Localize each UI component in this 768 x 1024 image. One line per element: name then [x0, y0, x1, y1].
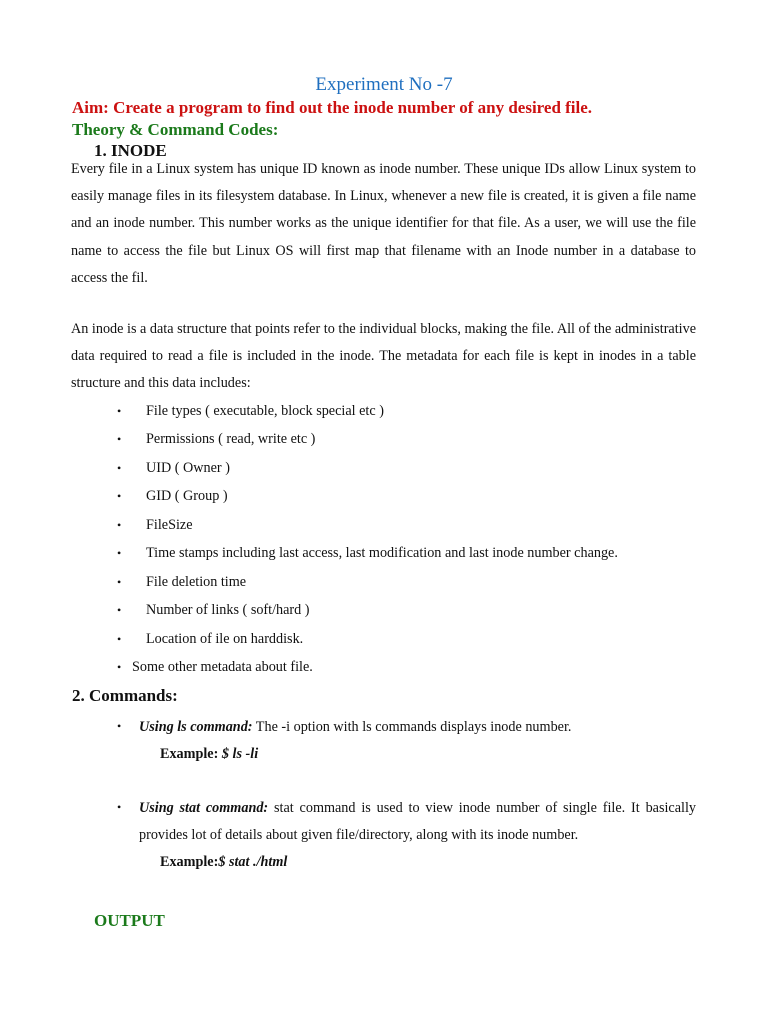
- output-heading: OUTPUT: [94, 911, 165, 930]
- section-inode-heading: 1. INODE: [94, 141, 167, 160]
- command-item-stat: [139, 795, 696, 849]
- list-item-text: Some other metadata about file.: [132, 659, 313, 675]
- command-description: The -i option with ls commands displays inode number.: [252, 719, 572, 735]
- page-title: Experiment No -7: [315, 74, 453, 95]
- bullet-icon: •: [117, 632, 122, 646]
- example-label: Example:: [160, 854, 219, 870]
- list-item-text: Number of links ( soft/hard ): [146, 602, 310, 618]
- bullet-icon: •: [117, 660, 122, 674]
- bullet-icon: •: [117, 603, 122, 617]
- bullet-icon: •: [117, 489, 122, 503]
- bullet-icon: •: [117, 575, 122, 589]
- paragraph-inode-intro: Every file in a Linux system has unique ID known as inode number. These unique IDs allow Linux system to easily manage files in its filesystem database. In Linux, whenever a new file is created, it is given a file name and an inode number. This number works as the unique identifier for that file. As a user, we will use the file name to access the file but Linux OS will first map that filename with an Inode number in a database to access the fil.: [71, 161, 696, 286]
- command-name: Using ls command:: [139, 719, 253, 735]
- list-item-text: File types ( executable, block special etc ): [146, 403, 384, 419]
- section-commands-heading: 2. Commands:: [72, 686, 178, 705]
- command-item-ls: [139, 714, 696, 741]
- theory-heading: Theory & Command Codes:: [72, 120, 279, 139]
- paragraph-inode-structure: An inode is a data structure that points refer to the individual blocks, making the file. All of the administrative data required to read a file is included in the inode. The metadata for each file is kept in inodes in a table structure and this data includes:: [71, 321, 696, 392]
- bullet-icon: •: [117, 461, 122, 475]
- command-description: stat command is used to view inode number of single file. It basically provides lot of details about given file/directory, along with its inode number.: [139, 800, 696, 844]
- example-ls: [160, 746, 258, 763]
- list-item-text: Location of ile on harddisk.: [146, 631, 304, 647]
- example-value: $ ls -li: [218, 746, 259, 762]
- bullet-icon: •: [117, 546, 122, 560]
- list-item-text: Permissions ( read, write etc ): [146, 431, 316, 447]
- list-item-text: Time stamps including last access, last modification and last inode number change.: [146, 545, 618, 561]
- bullet-icon: •: [117, 404, 122, 418]
- aim-heading: Aim: Create a program to find out the inode number of any desired file.: [72, 98, 593, 117]
- bullet-icon: •: [117, 719, 122, 733]
- bullet-icon: •: [117, 518, 122, 532]
- list-item-text: FileSize: [146, 517, 193, 533]
- example-value: $ stat ./html: [218, 854, 288, 870]
- example-stat: [160, 854, 287, 871]
- bullet-icon: •: [117, 800, 122, 814]
- list-item-text: File deletion time: [146, 574, 247, 590]
- list-item-text: UID ( Owner ): [146, 460, 230, 476]
- command-name: Using stat command:: [139, 800, 269, 816]
- example-label: Example:: [160, 746, 219, 762]
- list-item-text: GID ( Group ): [146, 488, 228, 504]
- bullet-icon: •: [117, 432, 122, 446]
